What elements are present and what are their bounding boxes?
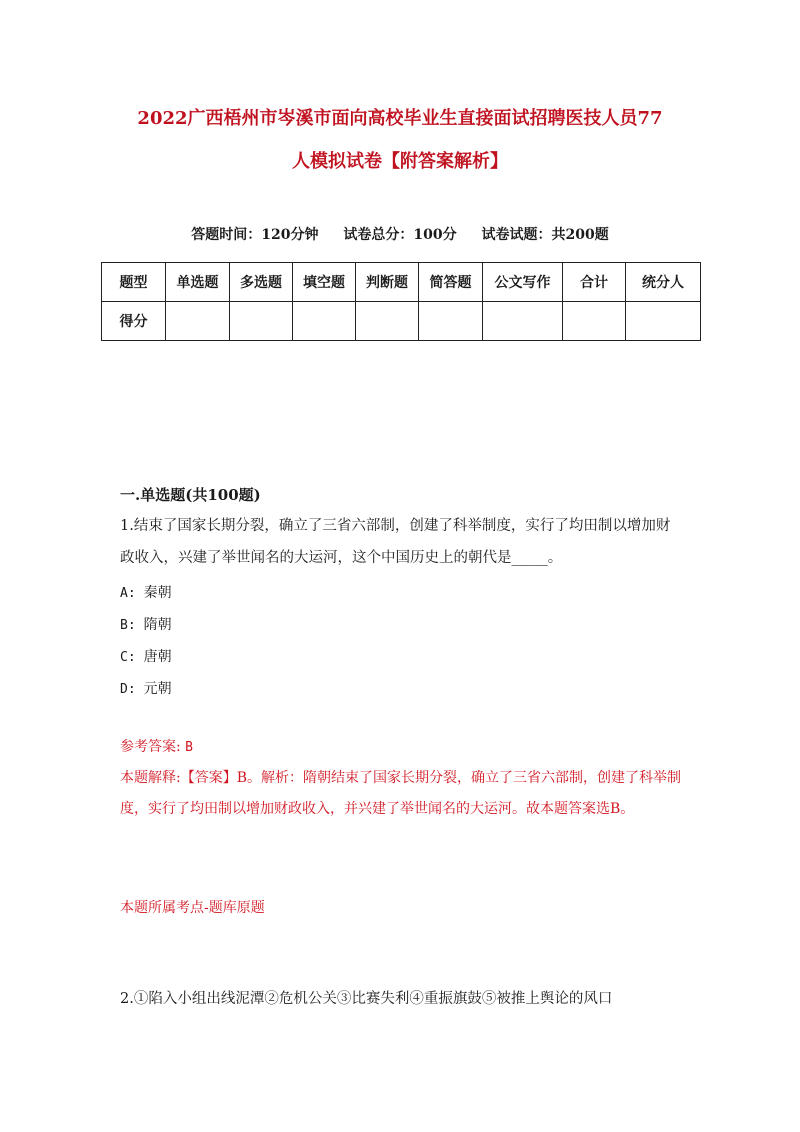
- score-cell: [356, 302, 419, 341]
- score-table: [101, 262, 701, 341]
- table-header-cell: 简答题: [419, 263, 483, 302]
- table-header-cell: 判断题: [356, 263, 419, 302]
- explanation: [120, 763, 685, 825]
- exam-title-line1: 2022广西梧州市岑溪市面向高校毕业生直接面试招聘医技人员77: [137, 108, 663, 129]
- score-row-label: 得分: [102, 302, 166, 341]
- option-b: [120, 614, 172, 634]
- exam-meta: [100, 224, 700, 244]
- score-table-score-row: [102, 302, 701, 341]
- option-key: D:: [120, 682, 136, 697]
- table-header-cell: 统分人: [626, 263, 701, 302]
- exam-time: 答题时间：120分钟: [191, 227, 319, 243]
- score-cell: [626, 302, 701, 341]
- exam-total-score: 试卷总分：100分: [343, 227, 457, 243]
- reference-answer: [120, 732, 685, 763]
- score-cell: [230, 302, 293, 341]
- option-a: [120, 582, 172, 602]
- option-key: B:: [120, 618, 136, 633]
- explanation-text: 【答案】B。解析：隋朝结束了国家长期分裂，确立了三省六部制，创建了科举制度，实行了均田制以增加财政收入，并兴建了举世闻名的大运河。故本题答案选B。: [120, 770, 682, 817]
- option-text: 唐朝: [143, 649, 172, 665]
- answer-label: 参考答案:: [120, 739, 181, 755]
- table-header-cell: 多选题: [230, 263, 293, 302]
- table-header-cell: 单选题: [166, 263, 230, 302]
- source-note: 本题所属考点-题库原题: [120, 900, 265, 916]
- question-1-text: 1.结束了国家长期分裂，确立了三省六部制，创建了科举制度，实行了均田制以增加财政收入，兴建了举世闻名的大运河，这个中国历史上的朝代是_____。: [120, 518, 671, 566]
- option-c: [120, 646, 172, 666]
- question-2-text: 2.①陷入小组出线泥潭②危机公关③比赛失利④重振旗鼓⑤被推上舆论的风口: [120, 991, 613, 1007]
- score-table-header-row: [102, 263, 701, 302]
- score-cell: [166, 302, 230, 341]
- score-cell: [419, 302, 483, 341]
- exam-question-count: 试卷试题：共200题: [481, 227, 609, 243]
- option-d: [120, 678, 172, 698]
- table-header-cell: 公文写作: [483, 263, 563, 302]
- table-header-cell: 题型: [102, 263, 166, 302]
- score-cell: [563, 302, 626, 341]
- answer-value: B: [185, 740, 193, 755]
- option-key: A:: [120, 586, 136, 601]
- score-cell: [483, 302, 563, 341]
- option-text: 隋朝: [143, 617, 172, 633]
- explanation-label: 本题解释:: [120, 770, 181, 786]
- option-text: 秦朝: [143, 585, 172, 601]
- section-heading: 一.单选题(共100题): [120, 486, 261, 504]
- table-header-cell: 合计: [563, 263, 626, 302]
- option-key: C:: [120, 650, 136, 665]
- exam-title-line2: 人模拟试卷【附答案解析】: [292, 151, 508, 172]
- score-cell: [293, 302, 356, 341]
- table-header-cell: 填空题: [293, 263, 356, 302]
- option-text: 元朝: [143, 681, 172, 697]
